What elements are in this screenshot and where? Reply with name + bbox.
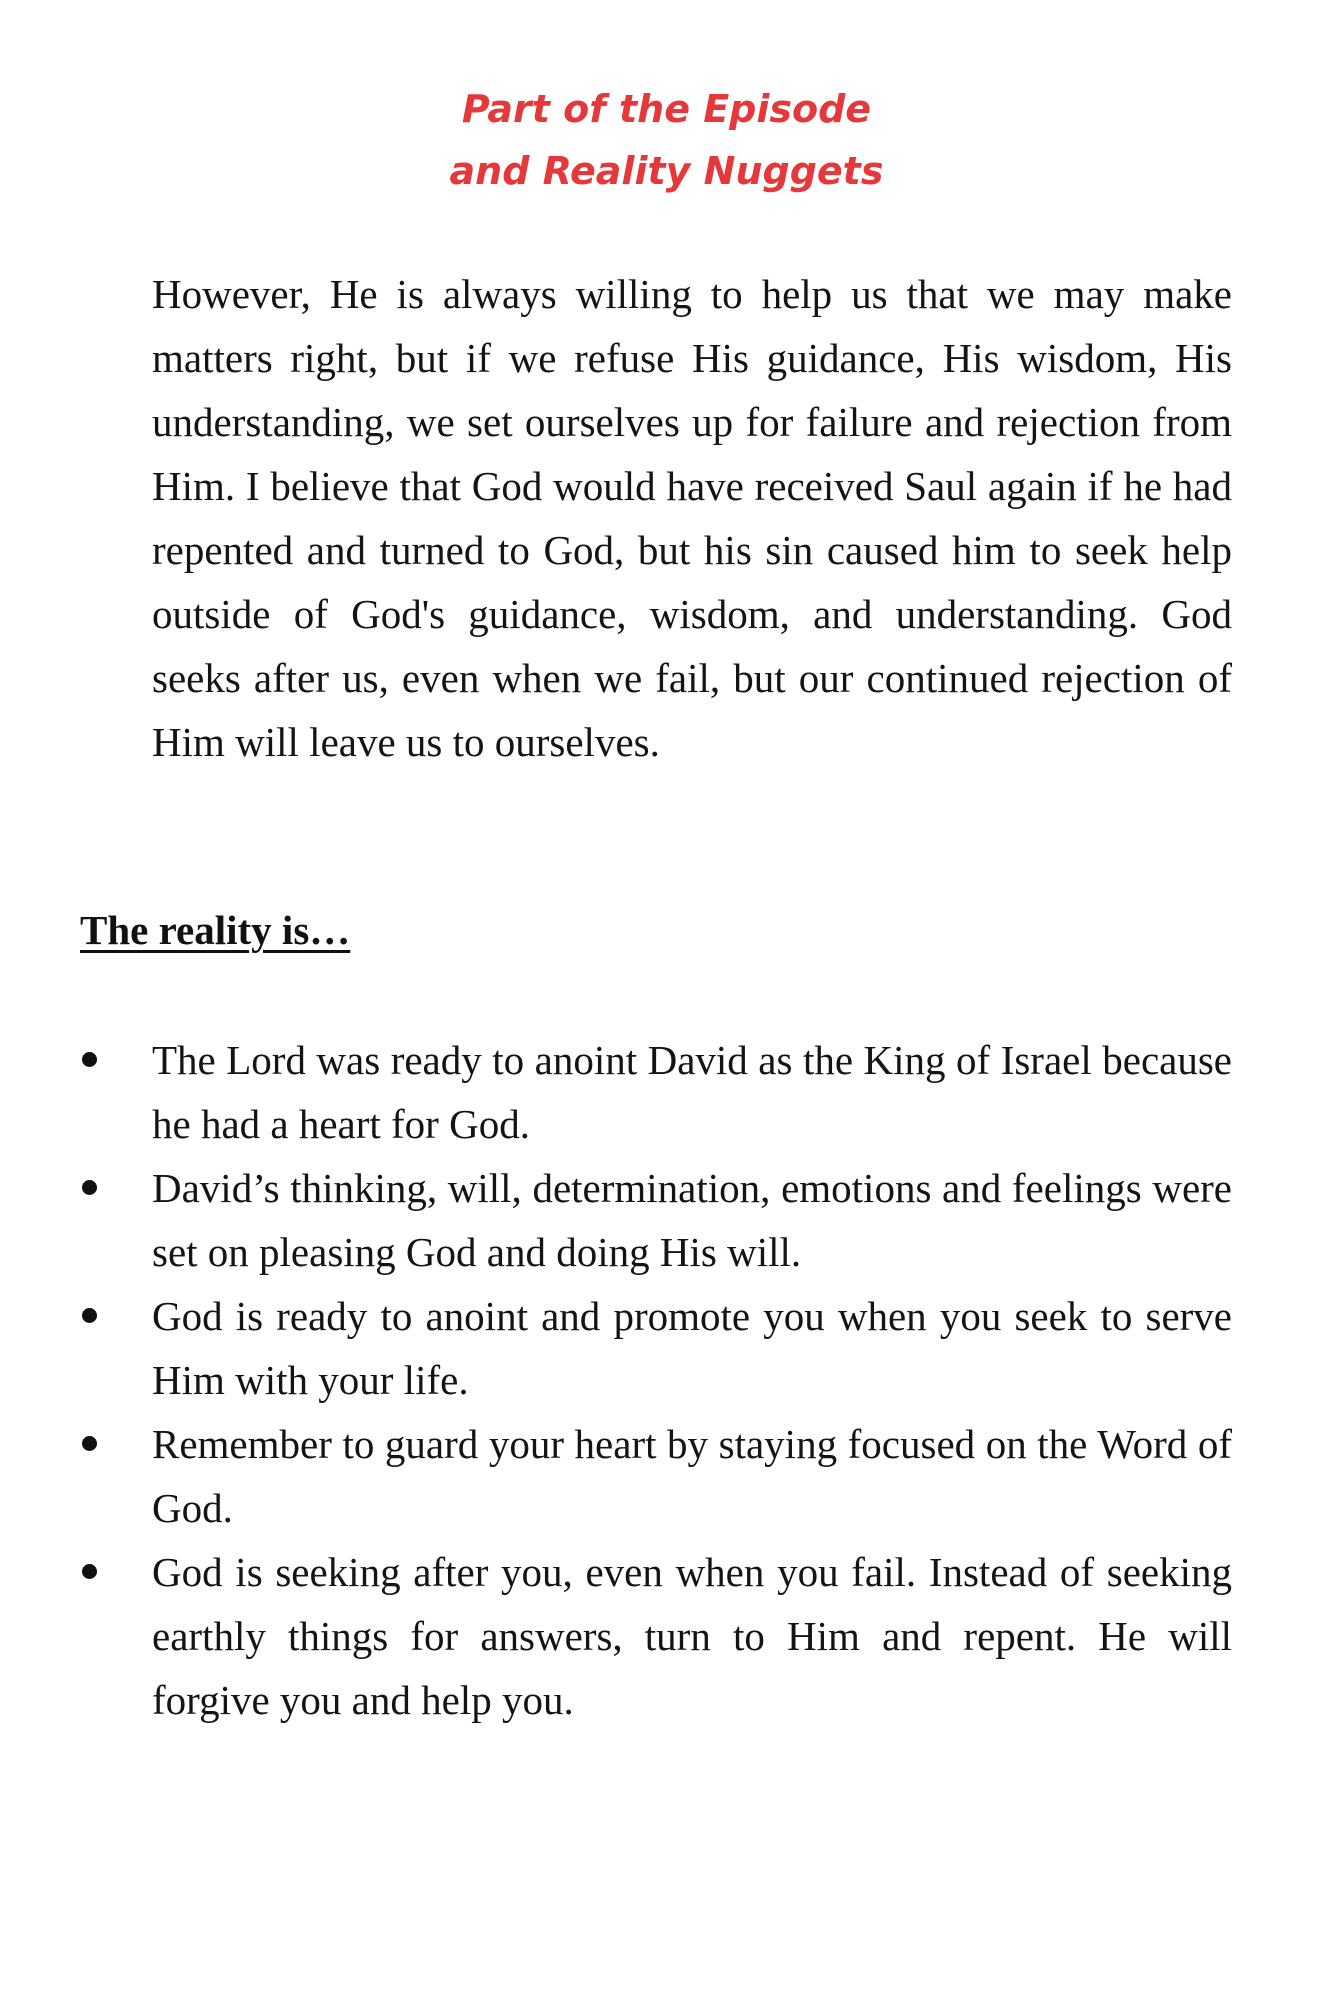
bullet-icon xyxy=(82,1564,97,1579)
bullet-icon xyxy=(82,1180,97,1195)
list-item-text: God is seeking after you, even when you fail. Instead of seeking earthly things for answers, turn to Him and repent. He will forgive you and help you. xyxy=(152,1549,1232,1723)
section-heading: The reality is… xyxy=(80,907,351,953)
list-item-text: The Lord was ready to anoint David as the King of Israel because he had a heart for God. xyxy=(152,1037,1232,1147)
bullet-icon xyxy=(82,1052,97,1067)
list-item xyxy=(80,1412,1232,1540)
body-paragraph: However, He is always willing to help us that we may make matters right, but if we refuse His guidance, His wisdom, His understanding, we set ourselves up for failure and rejection from Him. I believe that God would have received Saul again if he had repented and turned to God, but his sin caused him to seek help outside of God's guidance, wisdom, and understanding. God seeks after us, even when we fail, but our continued rejection of Him will leave us to ourselves. xyxy=(152,271,1232,765)
list-item-text: David’s thinking, will, determination, emotions and feelings were set on pleasing God and doing His will. xyxy=(152,1165,1232,1275)
bullet-icon xyxy=(82,1308,97,1323)
bullet-icon xyxy=(82,1436,97,1451)
list-item xyxy=(80,1540,1232,1732)
reality-bullet-list xyxy=(80,1028,1232,1732)
page-title xyxy=(0,78,1333,202)
title-line-1: Part of the Episode xyxy=(461,87,872,131)
list-item xyxy=(80,1284,1232,1412)
list-item xyxy=(80,1028,1232,1156)
list-item xyxy=(80,1156,1232,1284)
list-item-text: God is ready to anoint and promote you when you seek to serve Him with your life. xyxy=(152,1293,1232,1403)
list-item-text: Remember to guard your heart by staying focused on the Word of God. xyxy=(152,1421,1232,1531)
title-line-2: and Reality Nuggets xyxy=(449,149,884,193)
